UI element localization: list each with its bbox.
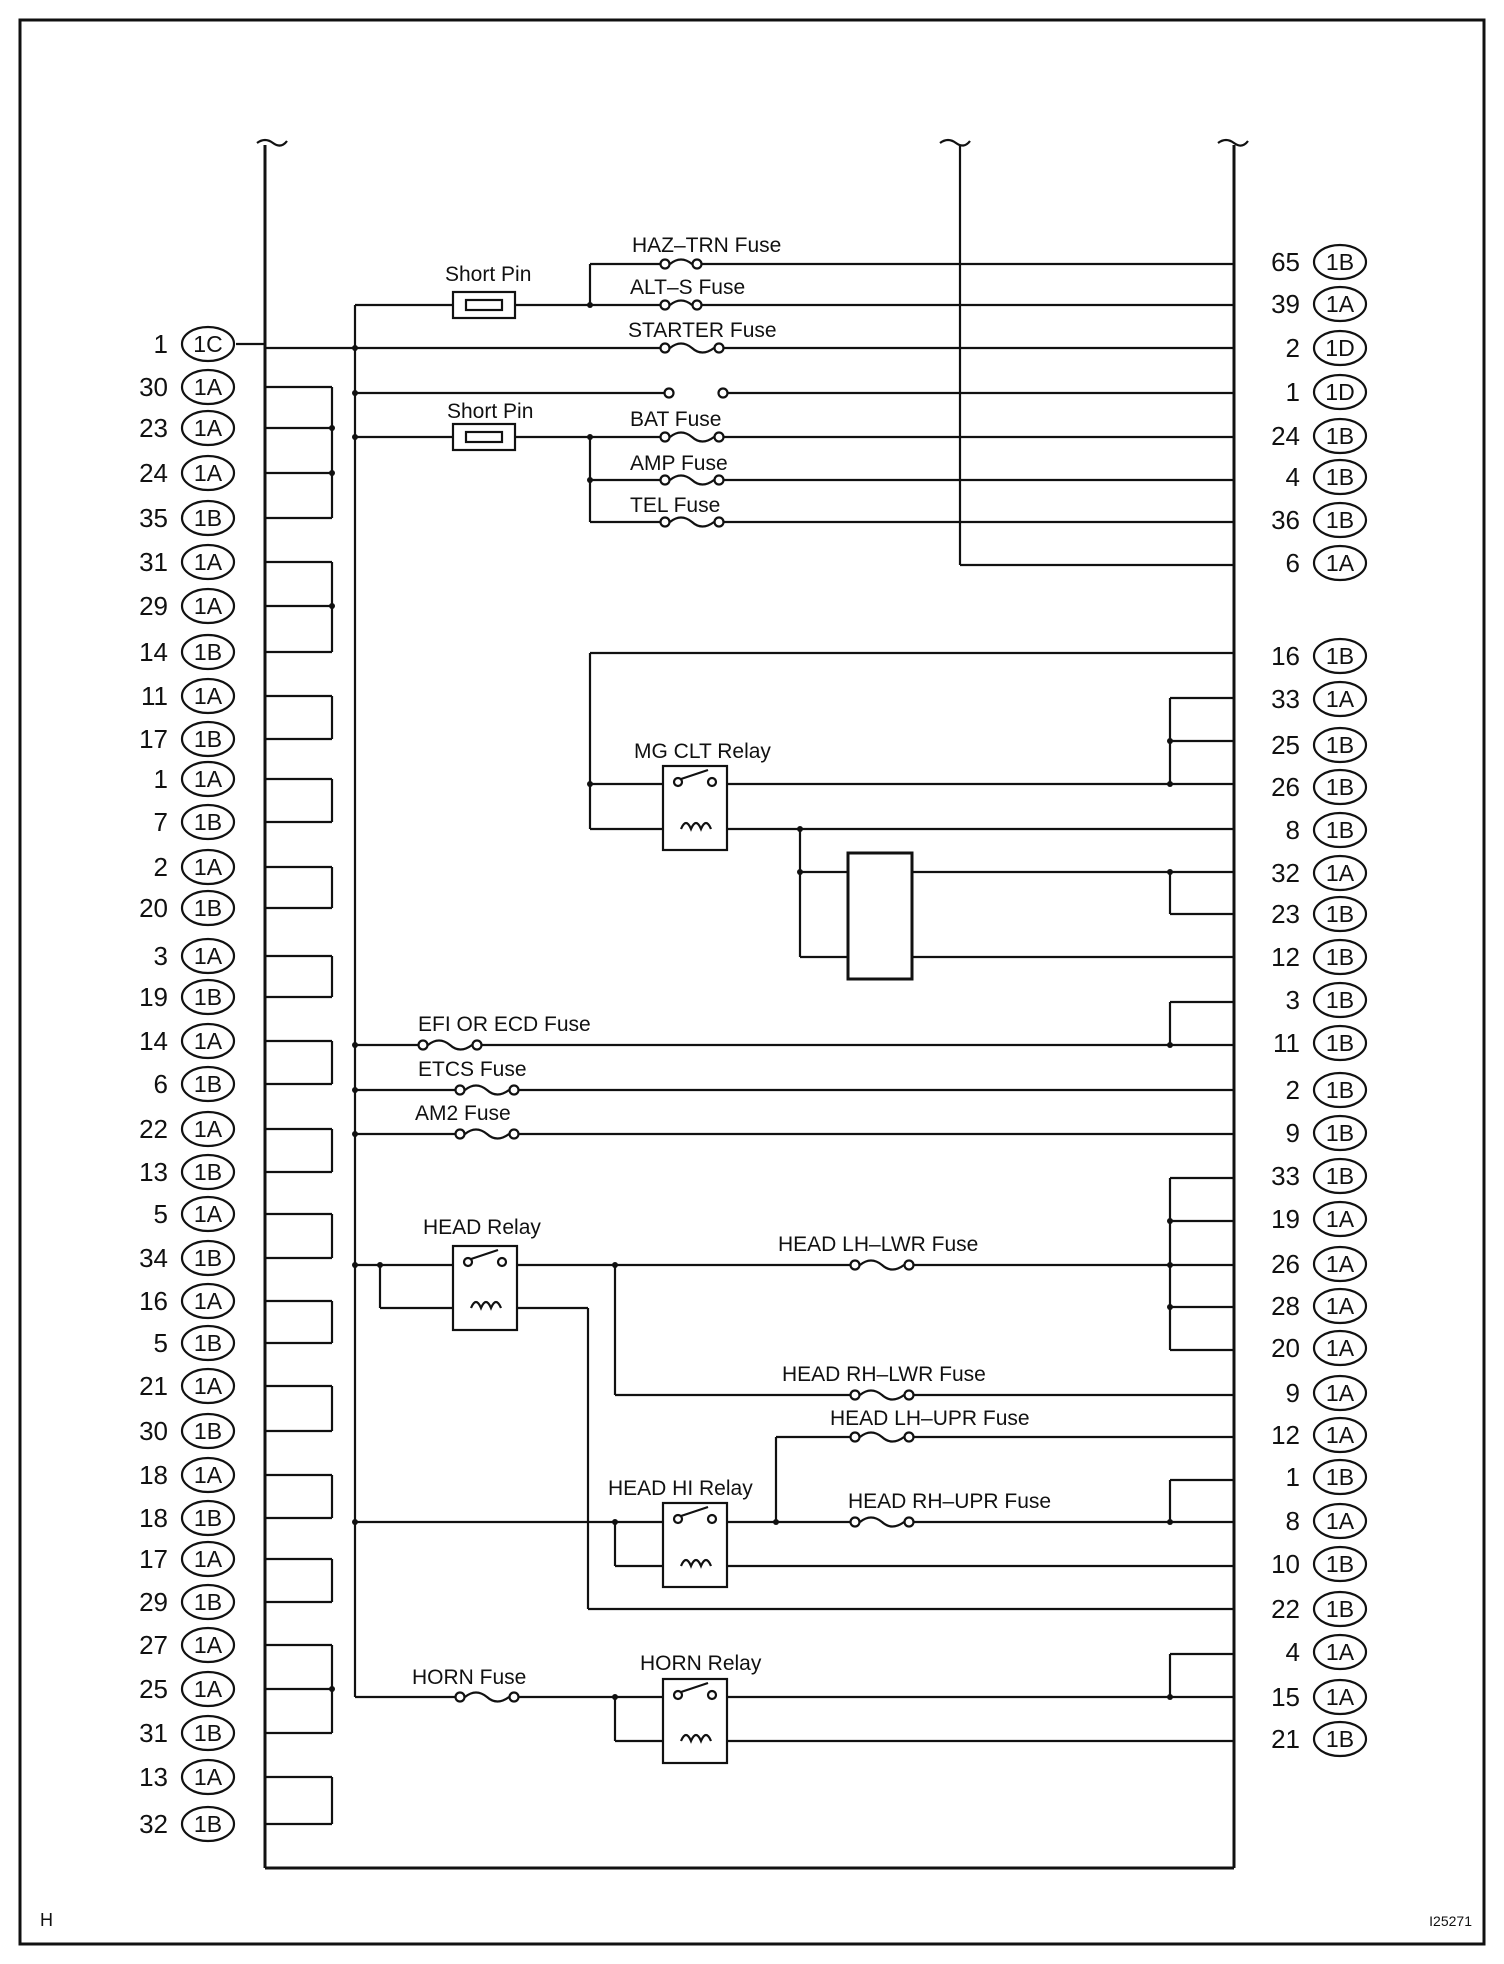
terminal-pin-number: 32 <box>139 1809 168 1839</box>
left-terminal <box>139 1241 234 1275</box>
connector-code: 1A <box>193 1201 223 1227</box>
jumper-group <box>265 562 335 652</box>
tel-fuse-symbol <box>661 518 724 527</box>
left-terminal <box>139 1284 234 1318</box>
connector-code: 1A <box>1325 1684 1355 1710</box>
starter-fuse-symbol <box>661 344 724 353</box>
connector-code: 1A <box>193 1676 223 1702</box>
jumper-group <box>265 1475 332 1518</box>
left-terminal <box>139 411 234 445</box>
terminal-pin-number: 3 <box>1285 985 1300 1015</box>
right-terminal <box>1271 287 1366 321</box>
horn-fuse-label: HORN Fuse <box>412 1666 527 1689</box>
head-rh-lwr-fuse-label: HEAD RH–LWR Fuse <box>782 1363 986 1386</box>
connector-code: 1A <box>193 1764 223 1790</box>
terminal-pin-number: 26 <box>1271 1249 1300 1279</box>
figure-code: I25271 <box>1429 1913 1472 1929</box>
right-terminal <box>1286 1116 1366 1150</box>
connector-code: 1A <box>1325 686 1355 712</box>
connector-code: 1B <box>1325 817 1355 843</box>
terminal-pin-number: 13 <box>139 1157 168 1187</box>
right-terminal <box>1286 1635 1366 1669</box>
terminal-pin-number: 13 <box>139 1762 168 1792</box>
terminal-pin-number: 19 <box>1271 1204 1300 1234</box>
left-terminal <box>139 1112 234 1146</box>
terminal-pin-number: 30 <box>139 1416 168 1446</box>
terminal-pin-number: 20 <box>1271 1333 1300 1363</box>
left-jumper-groups <box>236 344 335 1824</box>
terminal-pin-number: 23 <box>1271 899 1300 929</box>
left-terminal <box>139 1542 234 1576</box>
head-rh-lwr-fuse-symbol <box>851 1391 914 1400</box>
short-pin-2 <box>453 424 515 450</box>
left-terminal <box>141 679 234 713</box>
jumper-group <box>265 1645 335 1733</box>
terminal-pin-number: 29 <box>139 1587 168 1617</box>
right-terminal <box>1271 728 1366 762</box>
terminal-pin-number: 28 <box>1271 1291 1300 1321</box>
left-terminal <box>139 545 234 579</box>
head-rh-upr-fuse-label: HEAD RH–UPR Fuse <box>848 1490 1052 1513</box>
jumper-group <box>265 1214 332 1258</box>
right-terminal <box>1286 546 1366 580</box>
right-terminal <box>1271 419 1366 453</box>
jumper-group <box>265 779 332 822</box>
terminal-pin-number: 7 <box>153 807 168 837</box>
terminal-pin-number: 3 <box>153 941 168 971</box>
left-terminal <box>139 1369 234 1403</box>
right-terminal <box>1286 983 1366 1017</box>
connector-code: 1A <box>1325 1422 1355 1448</box>
head-lh-lwr-fuse-label: HEAD LH–LWR Fuse <box>778 1233 979 1256</box>
am2-fuse-symbol <box>456 1130 519 1139</box>
mg-clt-relay <box>663 766 727 850</box>
horn-relay <box>663 1679 727 1763</box>
terminal-pin-number: 26 <box>1271 772 1300 802</box>
left-terminal <box>154 805 234 839</box>
jumper-group <box>265 1777 332 1824</box>
connector-code: 1B <box>1325 1551 1355 1577</box>
connector-code: 1D <box>1325 379 1355 405</box>
bat-fuse-symbol <box>661 433 724 442</box>
starter-fuse-label: STARTER Fuse <box>628 319 777 342</box>
connector-code: 1B <box>1325 464 1355 490</box>
connector-code: 1A <box>193 766 223 792</box>
left-terminal <box>139 891 234 925</box>
jumper-group <box>265 696 332 739</box>
terminal-pin-number: 10 <box>1271 1549 1300 1579</box>
terminal-pin-number: 6 <box>153 1069 168 1099</box>
terminal-pin-number: 19 <box>139 982 168 1012</box>
right-terminal <box>1271 1202 1366 1236</box>
right-terminal <box>1271 856 1366 890</box>
right-terminal <box>1271 682 1366 716</box>
jumper-group <box>265 1041 332 1084</box>
connector-code: 1B <box>193 984 223 1010</box>
terminal-pin-number: 24 <box>139 458 168 488</box>
connector-code: 1B <box>1325 1596 1355 1622</box>
terminal-pin-number: 9 <box>1285 1118 1300 1148</box>
terminal-pin-number: 8 <box>1285 1506 1300 1536</box>
terminal-pin-number: 1 <box>153 764 168 794</box>
etcs-fuse-label: ETCS Fuse <box>418 1058 527 1081</box>
corner-letter: H <box>40 1910 53 1930</box>
left-terminal <box>154 1067 234 1101</box>
connector-code: 1A <box>1325 1335 1355 1361</box>
terminal-pin-number: 21 <box>1271 1724 1300 1754</box>
connector-code: 1B <box>1325 1030 1355 1056</box>
connector-code: 1B <box>193 1245 223 1271</box>
terminal-pin-number: 9 <box>1285 1378 1300 1408</box>
terminal-pin-number: 33 <box>1271 684 1300 714</box>
jumper-group <box>265 1129 332 1172</box>
terminal-pin-number: 16 <box>139 1286 168 1316</box>
connector-code: 1A <box>1325 1206 1355 1232</box>
terminal-pin-number: 39 <box>1271 289 1300 319</box>
horn-fuse-symbol <box>456 1693 519 1702</box>
terminal-pin-number: 18 <box>139 1460 168 1490</box>
terminal-pin-number: 5 <box>153 1199 168 1229</box>
connector-code: 1B <box>193 895 223 921</box>
terminal-pin-number: 33 <box>1271 1161 1300 1191</box>
connector-code: 1A <box>193 374 223 400</box>
terminal-pin-number: 25 <box>139 1674 168 1704</box>
resistor-block <box>848 853 912 979</box>
terminal-pin-number: 2 <box>1285 1075 1300 1105</box>
connector-code: 1B <box>1325 1163 1355 1189</box>
connector-code: 1B <box>1325 1120 1355 1146</box>
left-terminal <box>139 1585 234 1619</box>
short-pin-2-label: Short Pin <box>447 400 534 423</box>
connector-code: 1A <box>1325 1293 1355 1319</box>
right-terminal <box>1271 245 1366 279</box>
connector-code: 1A <box>193 593 223 619</box>
left-terminal <box>139 589 234 623</box>
jumper-group <box>265 387 335 518</box>
connector-code: 1A <box>193 1546 223 1572</box>
connector-code: 1A <box>193 1632 223 1658</box>
terminal-pin-number: 6 <box>1285 548 1300 578</box>
connector-code: 1A <box>193 415 223 441</box>
jumper-group <box>265 1386 332 1431</box>
terminal-pin-number: 8 <box>1285 815 1300 845</box>
connector-code: 1A <box>193 460 223 486</box>
terminal-pin-number: 15 <box>1271 1682 1300 1712</box>
short-pin-1 <box>453 292 515 318</box>
haz-trn-fuse-label: HAZ–TRN Fuse <box>632 234 782 257</box>
connector-code: 1A <box>1325 1380 1355 1406</box>
terminal-pin-number: 36 <box>1271 505 1300 535</box>
connector-code: 1B <box>1325 901 1355 927</box>
terminal-pin-number: 4 <box>1285 462 1300 492</box>
terminal-pin-number: 2 <box>153 852 168 882</box>
right-terminal <box>1286 460 1366 494</box>
terminal-pin-number: 1 <box>1285 1462 1300 1492</box>
terminal-pin-number: 17 <box>139 1544 168 1574</box>
right-terminal <box>1271 1331 1366 1365</box>
right-terminal <box>1286 1504 1366 1538</box>
terminal-pin-number: 29 <box>139 591 168 621</box>
left-terminal <box>154 1197 234 1231</box>
right-terminal <box>1286 1460 1366 1494</box>
connector-code: 1B <box>1325 423 1355 449</box>
connector-code: 1A <box>193 683 223 709</box>
terminal-pin-number: 65 <box>1271 247 1300 277</box>
terminal-pin-number: 24 <box>1271 421 1300 451</box>
right-terminal <box>1271 1159 1366 1193</box>
efi-fuse-symbol <box>419 1041 482 1050</box>
connector-code: 1C <box>193 331 223 357</box>
left-terminal <box>139 1716 234 1750</box>
tel-fuse-label: TEL Fuse <box>630 494 721 517</box>
head-hi-relay-label: HEAD HI Relay <box>608 1477 753 1500</box>
head-lh-lwr-fuse-symbol <box>851 1261 914 1270</box>
left-terminal-list <box>139 327 234 1841</box>
right-terminal <box>1271 1289 1366 1323</box>
component-labels <box>412 234 1051 1689</box>
head-hi-relay-section <box>352 1433 1234 1588</box>
right-terminal <box>1271 1547 1366 1581</box>
connector-code: 1B <box>1325 643 1355 669</box>
terminal-pin-number: 14 <box>139 637 168 667</box>
connector-code: 1A <box>193 1116 223 1142</box>
terminal-pin-number: 2 <box>1285 333 1300 363</box>
connector-code: 1A <box>1325 860 1355 886</box>
left-terminal <box>154 327 234 361</box>
head-relay-label: HEAD Relay <box>423 1216 541 1239</box>
connector-code: 1A <box>193 1462 223 1488</box>
connector-code: 1A <box>1325 291 1355 317</box>
connector-code: 1B <box>193 505 223 531</box>
jumper-group <box>265 1301 332 1343</box>
connector-code: 1B <box>193 809 223 835</box>
left-terminal <box>139 722 234 756</box>
horn-relay-label: HORN Relay <box>640 1652 762 1675</box>
connector-code: 1A <box>193 549 223 575</box>
terminal-pin-number: 17 <box>139 724 168 754</box>
head-relay <box>453 1246 517 1330</box>
mg-clt-section <box>587 653 1234 979</box>
connector-code: 1B <box>193 1071 223 1097</box>
head-lh-upr-fuse-label: HEAD LH–UPR Fuse <box>830 1407 1030 1430</box>
bat-fuse-label: BAT Fuse <box>630 408 722 431</box>
connector-code: 1B <box>193 1330 223 1356</box>
connector-code: 1B <box>193 726 223 752</box>
terminal-pin-number: 31 <box>139 1718 168 1748</box>
right-terminal <box>1271 1418 1366 1452</box>
alt-s-fuse-symbol <box>661 301 702 310</box>
right-terminal <box>1286 813 1366 847</box>
right-terminal <box>1286 1073 1366 1107</box>
left-terminal <box>139 1807 234 1841</box>
right-terminal <box>1273 1026 1366 1060</box>
upper-fuse-section <box>265 260 1234 566</box>
right-terminal <box>1271 639 1366 673</box>
connector-code: 1D <box>1325 335 1355 361</box>
left-terminal <box>139 1760 234 1794</box>
connector-code: 1B <box>1325 249 1355 275</box>
connector-code: 1A <box>193 1028 223 1054</box>
connector-code: 1A <box>1325 550 1355 576</box>
terminal-pin-number: 31 <box>139 547 168 577</box>
connector-code: 1A <box>193 854 223 880</box>
terminal-pin-number: 22 <box>1271 1594 1300 1624</box>
connector-code: 1B <box>1325 1726 1355 1752</box>
terminal-pin-number: 22 <box>139 1114 168 1144</box>
head-hi-relay <box>663 1503 727 1587</box>
terminal-pin-number: 14 <box>139 1026 168 1056</box>
connector-code: 1A <box>193 1288 223 1314</box>
terminal-pin-number: 11 <box>141 681 168 711</box>
etcs-fuse-symbol <box>456 1086 519 1095</box>
break-mark-left <box>257 140 287 146</box>
efi-fuse-label: EFI OR ECD Fuse <box>418 1013 591 1036</box>
right-terminal <box>1271 1680 1366 1714</box>
head-rh-upr-fuse-symbol <box>851 1518 914 1527</box>
left-terminal <box>139 635 234 669</box>
right-terminal <box>1271 940 1366 974</box>
connector-code: 1B <box>193 1589 223 1615</box>
left-terminal <box>139 456 234 490</box>
connector-code: 1B <box>1325 774 1355 800</box>
left-terminal <box>139 1024 234 1058</box>
short-pin-1-label: Short Pin <box>445 263 532 286</box>
connector-code: 1B <box>193 639 223 665</box>
mg-clt-relay-label: MG CLT Relay <box>634 740 771 763</box>
right-terminal <box>1271 1722 1366 1756</box>
break-mark-right <box>1218 140 1248 146</box>
left-terminal <box>139 1414 234 1448</box>
left-terminal <box>154 1326 234 1360</box>
terminal-pin-number: 20 <box>139 893 168 923</box>
left-terminal <box>139 1501 234 1535</box>
left-terminal <box>139 1628 234 1662</box>
terminal-pin-number: 12 <box>1271 1420 1300 1450</box>
connector-code: 1A <box>1325 1639 1355 1665</box>
left-terminal <box>154 939 234 973</box>
right-terminal-list <box>1271 245 1366 1756</box>
terminal-pin-number: 21 <box>139 1371 168 1401</box>
terminal-pin-number: 4 <box>1285 1637 1300 1667</box>
right-terminal <box>1271 770 1366 804</box>
haz-trn-fuse-symbol <box>661 260 702 269</box>
terminal-pin-number: 25 <box>1271 730 1300 760</box>
left-terminal <box>139 501 234 535</box>
terminal-pin-number: 5 <box>153 1328 168 1358</box>
right-terminal <box>1271 897 1366 931</box>
am2-fuse-label: AM2 Fuse <box>415 1102 511 1125</box>
amp-fuse-symbol <box>661 476 724 485</box>
connector-code: 1B <box>1325 944 1355 970</box>
right-terminal <box>1286 331 1366 365</box>
connector-code: 1B <box>1325 732 1355 758</box>
terminal-pin-number: 34 <box>139 1243 168 1273</box>
connector-code: 1B <box>193 1505 223 1531</box>
terminal-pin-number: 16 <box>1271 641 1300 671</box>
terminal-pin-number: 32 <box>1271 858 1300 888</box>
connector-code: 1B <box>193 1811 223 1837</box>
right-terminal <box>1271 1592 1366 1626</box>
terminal-pin-number: 18 <box>139 1503 168 1533</box>
break-mark-middle <box>940 140 970 146</box>
left-terminal <box>139 980 234 1014</box>
connector-code: 1B <box>1325 507 1355 533</box>
head-lh-upr-fuse-symbol <box>851 1433 914 1442</box>
left-terminal <box>139 1672 234 1706</box>
terminal-pin-number: 1 <box>153 329 168 359</box>
open-contact-left <box>665 389 674 398</box>
terminal-pin-number: 35 <box>139 503 168 533</box>
alt-s-fuse-label: ALT–S Fuse <box>630 276 746 299</box>
left-terminal <box>154 850 234 884</box>
amp-fuse-label: AMP Fuse <box>630 452 728 475</box>
jumper-group <box>265 867 332 908</box>
connector-code: 1B <box>1325 1464 1355 1490</box>
right-terminal <box>1271 503 1366 537</box>
left-terminal <box>139 370 234 404</box>
terminal-pin-number: 30 <box>139 372 168 402</box>
connector-code: 1B <box>193 1159 223 1185</box>
terminal-pin-number: 23 <box>139 413 168 443</box>
jumper-group <box>265 956 332 997</box>
connector-code: 1B <box>193 1720 223 1746</box>
connector-code: 1A <box>193 943 223 969</box>
connector-code: 1A <box>1325 1251 1355 1277</box>
right-terminal <box>1271 1247 1366 1281</box>
connector-code: 1A <box>193 1373 223 1399</box>
left-terminal <box>139 1155 234 1189</box>
jumper-group <box>265 1559 332 1602</box>
connector-code: 1A <box>1325 1508 1355 1534</box>
terminal-pin-number: 27 <box>139 1630 168 1660</box>
terminal-pin-number: 12 <box>1271 942 1300 972</box>
connector-code: 1B <box>193 1418 223 1444</box>
connector-code: 1B <box>1325 987 1355 1013</box>
left-terminal <box>154 762 234 796</box>
right-terminal <box>1286 375 1366 409</box>
terminal-pin-number: 1 <box>1285 377 1300 407</box>
open-contact-right <box>719 389 728 398</box>
left-terminal <box>139 1458 234 1492</box>
terminal-pin-number: 11 <box>1273 1028 1300 1058</box>
connector-code: 1B <box>1325 1077 1355 1103</box>
right-terminal <box>1286 1376 1366 1410</box>
